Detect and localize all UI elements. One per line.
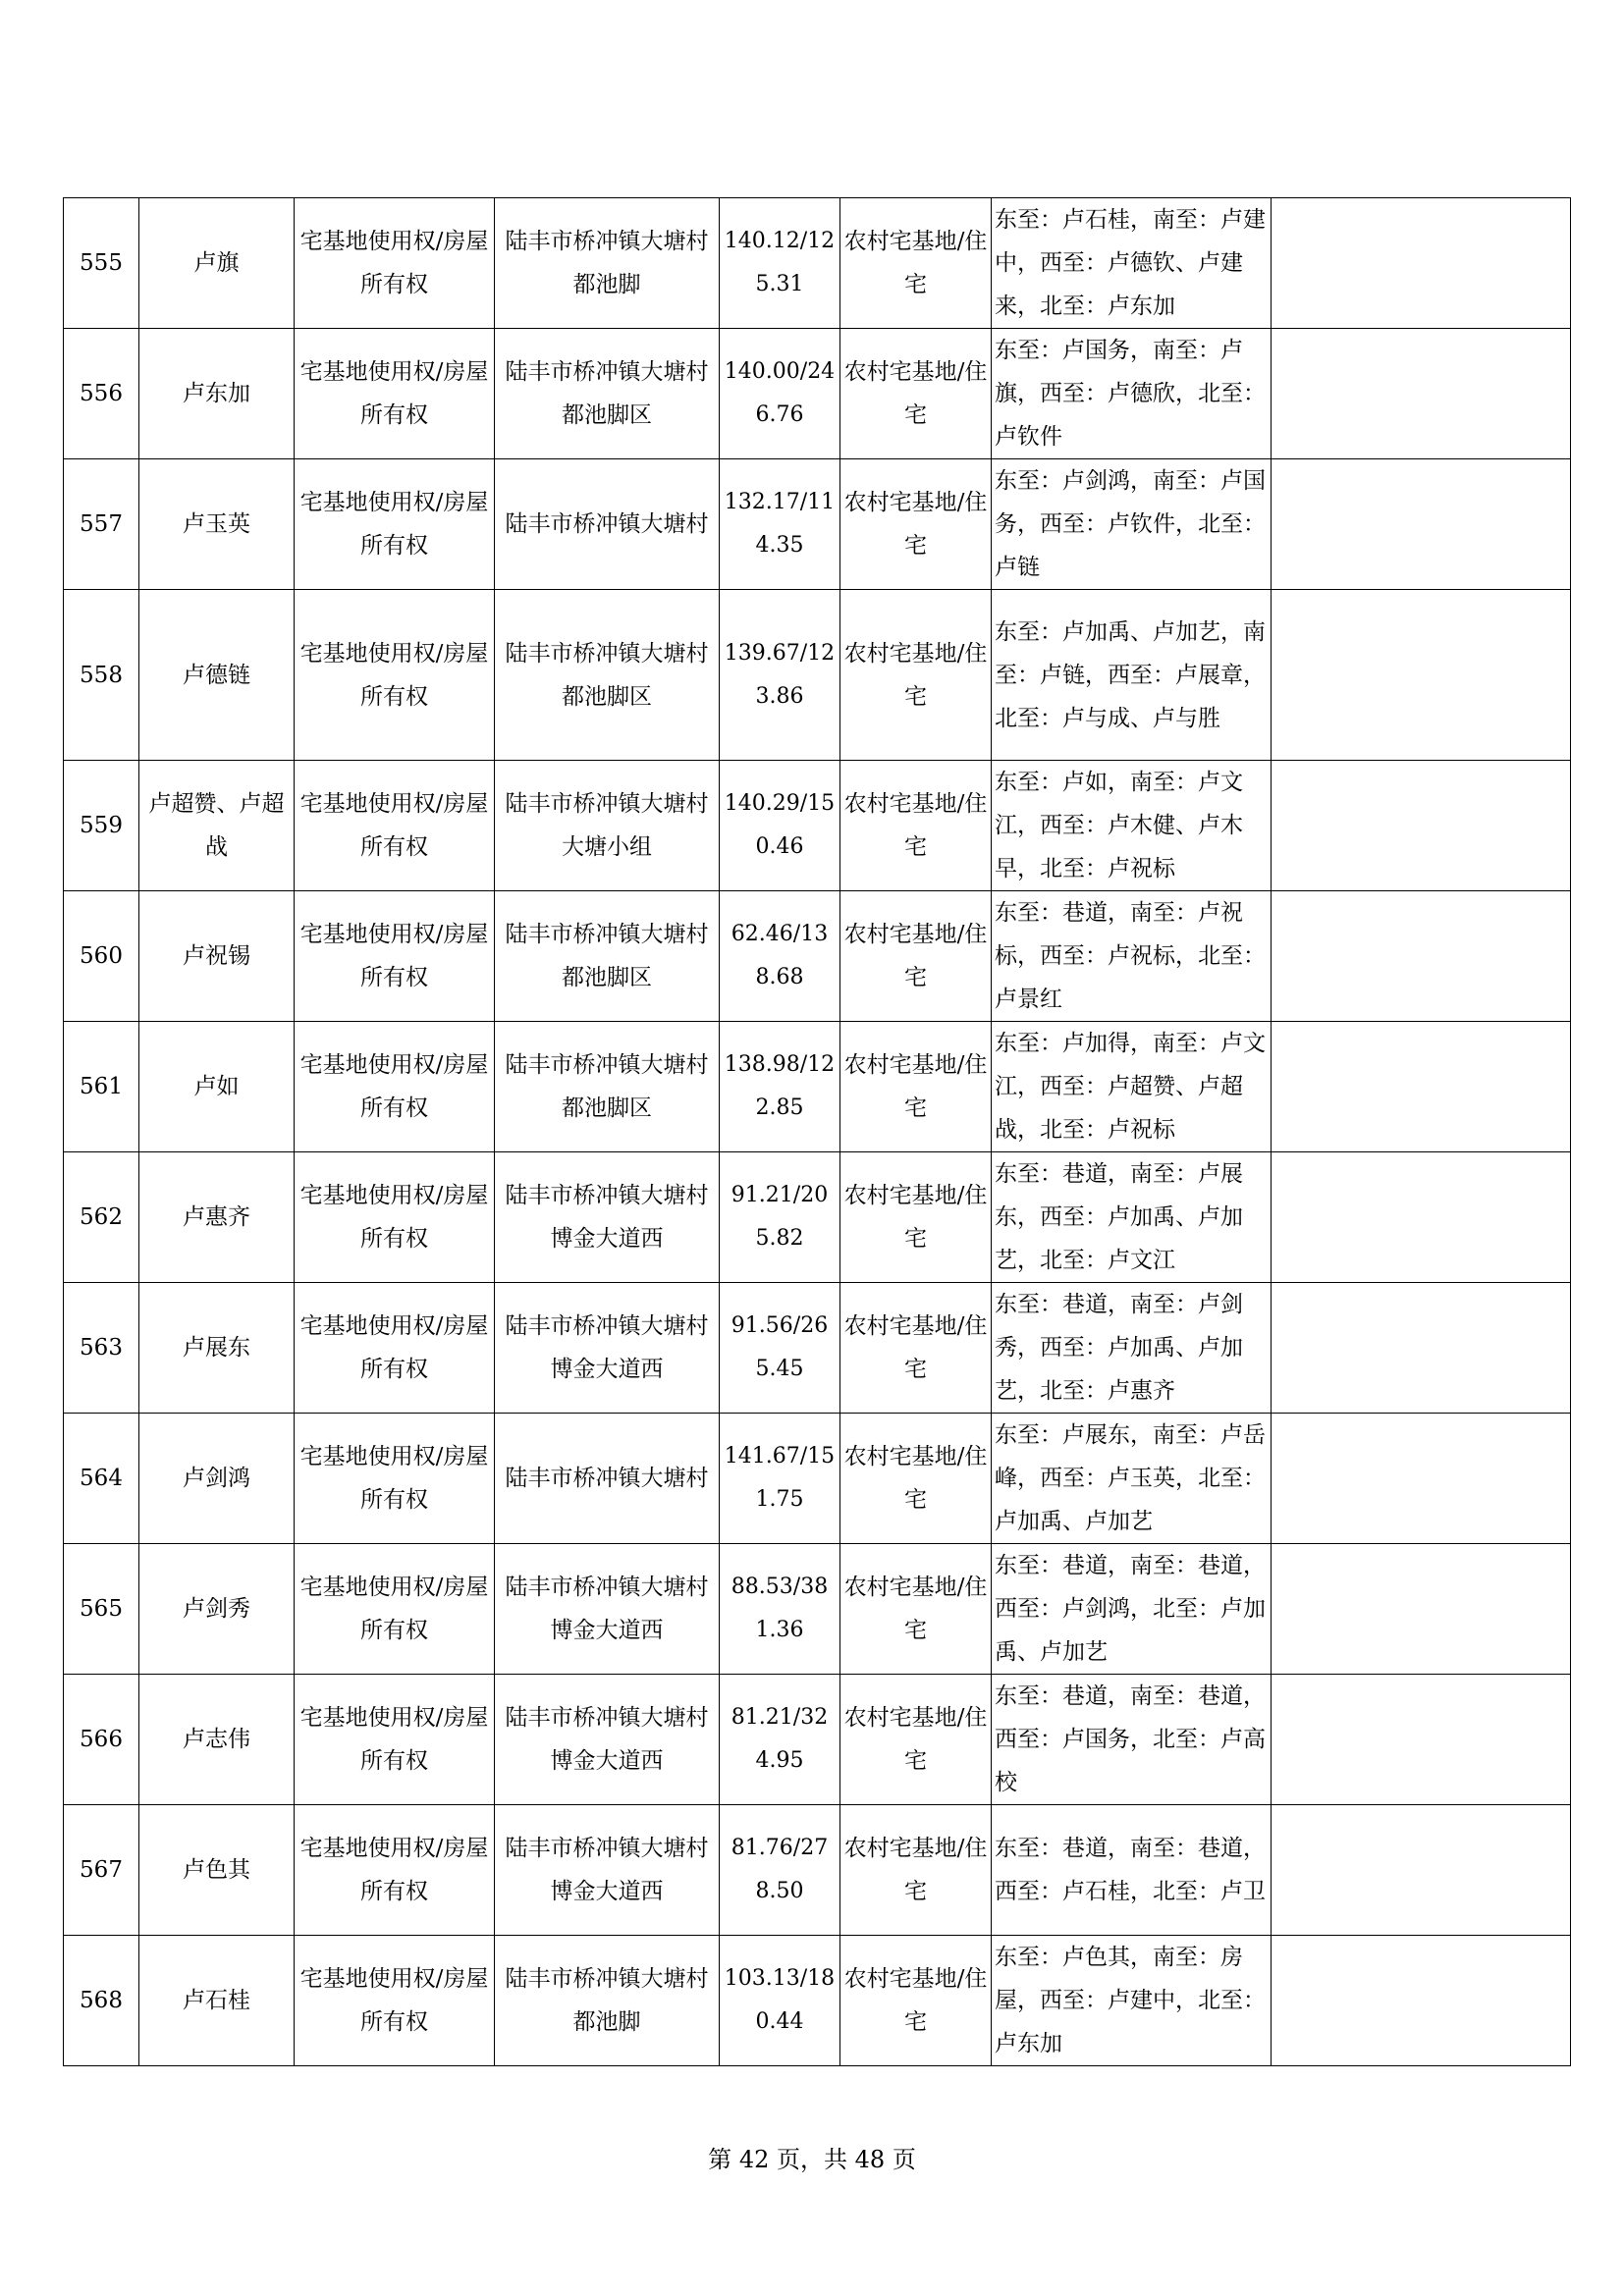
serial-number-cell: 567 bbox=[64, 1805, 139, 1936]
area-cell: 81.21/324.95 bbox=[720, 1675, 840, 1805]
boundaries-cell: 东至：卢色其，南至：房屋，西至：卢建中，北至：卢东加 bbox=[992, 1936, 1272, 2066]
owner-name-cell: 卢剑鸿 bbox=[139, 1414, 295, 1544]
land-use-cell: 农村宅基地/住宅 bbox=[840, 761, 992, 891]
right-type-cell: 宅基地使用权/房屋所有权 bbox=[295, 198, 495, 329]
location-cell: 陆丰市桥冲镇大塘村都池脚区 bbox=[495, 329, 720, 459]
area-cell: 138.98/122.85 bbox=[720, 1022, 840, 1152]
right-type-cell: 宅基地使用权/房屋所有权 bbox=[295, 1544, 495, 1675]
area-cell: 62.46/138.68 bbox=[720, 891, 840, 1022]
land-use-cell: 农村宅基地/住宅 bbox=[840, 1805, 992, 1936]
serial-number-cell: 559 bbox=[64, 761, 139, 891]
area-cell: 91.21/205.82 bbox=[720, 1152, 840, 1283]
location-cell: 陆丰市桥冲镇大塘村都池脚区 bbox=[495, 1022, 720, 1152]
owner-name-cell: 卢惠齐 bbox=[139, 1152, 295, 1283]
boundaries-cell: 东至：巷道，南至：卢剑秀，西至：卢加禹、卢加艺，北至：卢惠齐 bbox=[992, 1283, 1272, 1414]
location-cell: 陆丰市桥冲镇大塘村大塘小组 bbox=[495, 761, 720, 891]
land-use-cell: 农村宅基地/住宅 bbox=[840, 1936, 992, 2066]
owner-name-cell: 卢玉英 bbox=[139, 459, 295, 590]
location-cell: 陆丰市桥冲镇大塘村博金大道西 bbox=[495, 1283, 720, 1414]
area-cell: 88.53/381.36 bbox=[720, 1544, 840, 1675]
remark-cell bbox=[1272, 1805, 1571, 1936]
serial-number-cell: 561 bbox=[64, 1022, 139, 1152]
right-type-cell: 宅基地使用权/房屋所有权 bbox=[295, 459, 495, 590]
owner-name-cell: 卢东加 bbox=[139, 329, 295, 459]
location-cell: 陆丰市桥冲镇大塘村博金大道西 bbox=[495, 1544, 720, 1675]
boundaries-cell: 东至：巷道，南至：巷道，西至：卢剑鸿，北至：卢加禹、卢加艺 bbox=[992, 1544, 1272, 1675]
total-page-count: 48 bbox=[854, 2146, 886, 2173]
remark-cell bbox=[1272, 198, 1571, 329]
right-type-cell: 宅基地使用权/房屋所有权 bbox=[295, 891, 495, 1022]
owner-name-cell: 卢祝锡 bbox=[139, 891, 295, 1022]
land-use-cell: 农村宅基地/住宅 bbox=[840, 1414, 992, 1544]
right-type-cell: 宅基地使用权/房屋所有权 bbox=[295, 761, 495, 891]
area-cell: 140.29/150.46 bbox=[720, 761, 840, 891]
table-row bbox=[64, 459, 1571, 590]
record-table bbox=[63, 197, 1571, 2066]
footer-suffix: 页 bbox=[892, 2146, 916, 2173]
remark-cell bbox=[1272, 761, 1571, 891]
owner-name-cell: 卢剑秀 bbox=[139, 1544, 295, 1675]
right-type-cell: 宅基地使用权/房屋所有权 bbox=[295, 1414, 495, 1544]
boundaries-cell: 东至：巷道，南至：巷道，西至：卢国务，北至：卢高校 bbox=[992, 1675, 1272, 1805]
boundaries-cell: 东至：卢国务，南至：卢旗，西至：卢德欣，北至：卢钦件 bbox=[992, 329, 1272, 459]
land-use-cell: 农村宅基地/住宅 bbox=[840, 1283, 992, 1414]
right-type-cell: 宅基地使用权/房屋所有权 bbox=[295, 1675, 495, 1805]
serial-number-cell: 557 bbox=[64, 459, 139, 590]
right-type-cell: 宅基地使用权/房屋所有权 bbox=[295, 1936, 495, 2066]
boundaries-cell: 东至：卢展东，南至：卢岳峰，西至：卢玉英，北至：卢加禹、卢加艺 bbox=[992, 1414, 1272, 1544]
table-row bbox=[64, 198, 1571, 329]
page-footer bbox=[0, 2144, 1624, 2175]
land-use-cell: 农村宅基地/住宅 bbox=[840, 590, 992, 761]
location-cell: 陆丰市桥冲镇大塘村都池脚区 bbox=[495, 590, 720, 761]
boundaries-cell: 东至：卢加得，南至：卢文江，西至：卢超赞、卢超战，北至：卢祝标 bbox=[992, 1022, 1272, 1152]
table-row bbox=[64, 1152, 1571, 1283]
serial-number-cell: 560 bbox=[64, 891, 139, 1022]
remark-cell bbox=[1272, 329, 1571, 459]
owner-name-cell: 卢超赞、卢超战 bbox=[139, 761, 295, 891]
table-row bbox=[64, 329, 1571, 459]
table-row bbox=[64, 891, 1571, 1022]
location-cell: 陆丰市桥冲镇大塘村博金大道西 bbox=[495, 1152, 720, 1283]
right-type-cell: 宅基地使用权/房屋所有权 bbox=[295, 590, 495, 761]
right-type-cell: 宅基地使用权/房屋所有权 bbox=[295, 1283, 495, 1414]
remark-cell bbox=[1272, 1544, 1571, 1675]
location-cell: 陆丰市桥冲镇大塘村 bbox=[495, 1414, 720, 1544]
owner-name-cell: 卢志伟 bbox=[139, 1675, 295, 1805]
boundaries-cell: 东至：卢加禹、卢加艺，南至：卢链，西至：卢展章，北至：卢与成、卢与胜 bbox=[992, 590, 1272, 761]
land-use-cell: 农村宅基地/住宅 bbox=[840, 891, 992, 1022]
remark-cell bbox=[1272, 1414, 1571, 1544]
footer-prefix: 第 bbox=[708, 2146, 732, 2173]
right-type-cell: 宅基地使用权/房屋所有权 bbox=[295, 1805, 495, 1936]
serial-number-cell: 564 bbox=[64, 1414, 139, 1544]
remark-cell bbox=[1272, 590, 1571, 761]
land-use-cell: 农村宅基地/住宅 bbox=[840, 329, 992, 459]
area-cell: 139.67/123.86 bbox=[720, 590, 840, 761]
footer-middle: 页，共 bbox=[777, 2146, 847, 2173]
remark-cell bbox=[1272, 1283, 1571, 1414]
serial-number-cell: 555 bbox=[64, 198, 139, 329]
area-cell: 140.12/125.31 bbox=[720, 198, 840, 329]
serial-number-cell: 556 bbox=[64, 329, 139, 459]
table-row bbox=[64, 590, 1571, 761]
area-cell: 103.13/180.44 bbox=[720, 1936, 840, 2066]
owner-name-cell: 卢石桂 bbox=[139, 1936, 295, 2066]
area-cell: 132.17/114.35 bbox=[720, 459, 840, 590]
remark-cell bbox=[1272, 1936, 1571, 2066]
boundaries-cell: 东至：卢如，南至：卢文江，西至：卢木健、卢木早，北至：卢祝标 bbox=[992, 761, 1272, 891]
location-cell: 陆丰市桥冲镇大塘村博金大道西 bbox=[495, 1675, 720, 1805]
land-use-cell: 农村宅基地/住宅 bbox=[840, 1152, 992, 1283]
location-cell: 陆丰市桥冲镇大塘村 bbox=[495, 459, 720, 590]
remark-cell bbox=[1272, 1022, 1571, 1152]
owner-name-cell: 卢如 bbox=[139, 1022, 295, 1152]
table-row bbox=[64, 761, 1571, 891]
land-use-cell: 农村宅基地/住宅 bbox=[840, 1022, 992, 1152]
remark-cell bbox=[1272, 1152, 1571, 1283]
boundaries-cell: 东至：巷道，南至：卢展东，西至：卢加禹、卢加艺，北至：卢文江 bbox=[992, 1152, 1272, 1283]
owner-name-cell: 卢德链 bbox=[139, 590, 295, 761]
table-row bbox=[64, 1022, 1571, 1152]
table-row bbox=[64, 1544, 1571, 1675]
owner-name-cell: 卢展东 bbox=[139, 1283, 295, 1414]
location-cell: 陆丰市桥冲镇大塘村都池脚 bbox=[495, 198, 720, 329]
land-use-cell: 农村宅基地/住宅 bbox=[840, 1675, 992, 1805]
serial-number-cell: 565 bbox=[64, 1544, 139, 1675]
table-body bbox=[64, 198, 1571, 2066]
area-cell: 140.00/246.76 bbox=[720, 329, 840, 459]
area-cell: 141.67/151.75 bbox=[720, 1414, 840, 1544]
serial-number-cell: 562 bbox=[64, 1152, 139, 1283]
owner-name-cell: 卢色其 bbox=[139, 1805, 295, 1936]
serial-number-cell: 558 bbox=[64, 590, 139, 761]
current-page-number: 42 bbox=[738, 2146, 770, 2173]
boundaries-cell: 东至：卢剑鸿，南至：卢国务，西至：卢钦件，北至：卢链 bbox=[992, 459, 1272, 590]
boundaries-cell: 东至：巷道，南至：卢祝标，西至：卢祝标，北至：卢景红 bbox=[992, 891, 1272, 1022]
table-row bbox=[64, 1805, 1571, 1936]
remark-cell bbox=[1272, 891, 1571, 1022]
land-use-cell: 农村宅基地/住宅 bbox=[840, 459, 992, 590]
table-row bbox=[64, 1936, 1571, 2066]
table-row bbox=[64, 1675, 1571, 1805]
boundaries-cell: 东至：卢石桂，南至：卢建中，西至：卢德钦、卢建来，北至：卢东加 bbox=[992, 198, 1272, 329]
land-use-cell: 农村宅基地/住宅 bbox=[840, 198, 992, 329]
serial-number-cell: 563 bbox=[64, 1283, 139, 1414]
area-cell: 81.76/278.50 bbox=[720, 1805, 840, 1936]
location-cell: 陆丰市桥冲镇大塘村都池脚区 bbox=[495, 891, 720, 1022]
land-use-cell: 农村宅基地/住宅 bbox=[840, 1544, 992, 1675]
remark-cell bbox=[1272, 1675, 1571, 1805]
right-type-cell: 宅基地使用权/房屋所有权 bbox=[295, 1022, 495, 1152]
area-cell: 91.56/265.45 bbox=[720, 1283, 840, 1414]
location-cell: 陆丰市桥冲镇大塘村都池脚 bbox=[495, 1936, 720, 2066]
right-type-cell: 宅基地使用权/房屋所有权 bbox=[295, 329, 495, 459]
remark-cell bbox=[1272, 459, 1571, 590]
boundaries-cell: 东至：巷道，南至：巷道，西至：卢石桂，北至：卢卫 bbox=[992, 1805, 1272, 1936]
right-type-cell: 宅基地使用权/房屋所有权 bbox=[295, 1152, 495, 1283]
owner-name-cell: 卢旗 bbox=[139, 198, 295, 329]
table-row bbox=[64, 1283, 1571, 1414]
serial-number-cell: 566 bbox=[64, 1675, 139, 1805]
location-cell: 陆丰市桥冲镇大塘村博金大道西 bbox=[495, 1805, 720, 1936]
serial-number-cell: 568 bbox=[64, 1936, 139, 2066]
table-row bbox=[64, 1414, 1571, 1544]
